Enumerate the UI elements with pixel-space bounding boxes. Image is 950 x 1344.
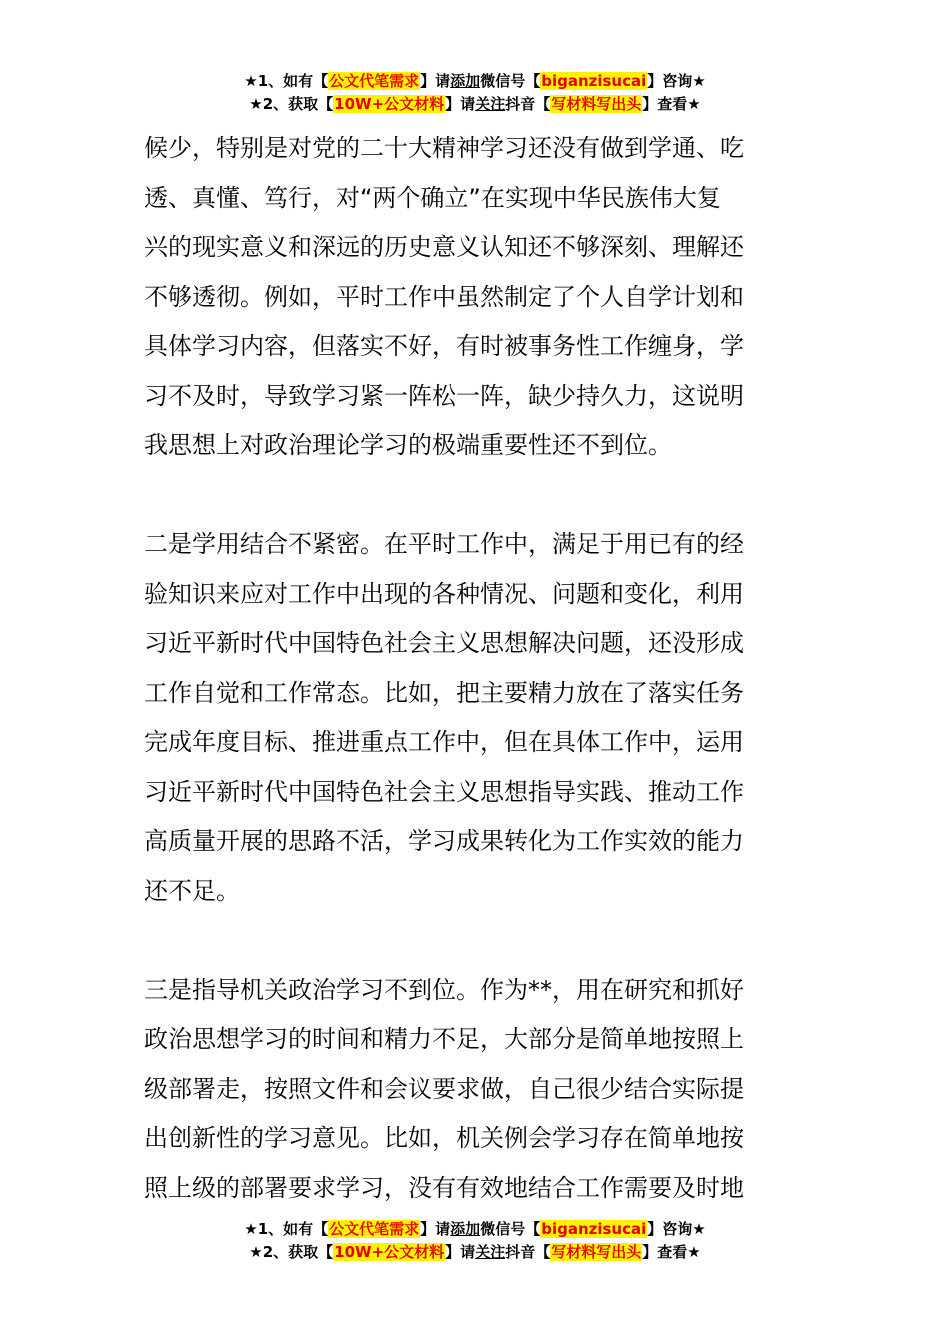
banner-line-2	[0, 93, 950, 116]
highlight-text: 公文代笔需求	[329, 72, 420, 90]
star-icon: ★	[692, 72, 706, 90]
document-body	[144, 124, 808, 1213]
text-line: 候少，特别是对党的二十大精神学习还没有做到学通、吃	[144, 134, 744, 162]
banner-text: 】请	[445, 95, 476, 113]
text-line: 级部署走，按照文件和会议要求做，自己很少结合实际提	[144, 1074, 744, 1103]
banner-text: 】请	[420, 72, 451, 90]
banner-line-2	[0, 1241, 950, 1264]
banner-text: 2、获取【	[262, 1243, 334, 1261]
text-line: 照上级的部署要求学习，没有有效地结合工作需要及时地	[144, 1173, 744, 1202]
underlined-text: 关注	[475, 1243, 506, 1261]
text-line: 出创新性的学习意见。比如，机关例会学习存在简单地按	[144, 1124, 744, 1152]
text-line: 不够透彻。例如，平时工作中虽然制定了个人自学计划和	[144, 282, 744, 311]
underlined-text: 添加	[450, 72, 481, 90]
banner-text: 】请	[420, 1220, 451, 1238]
star-icon: ★	[692, 1220, 706, 1238]
text-line: 工作自觉和工作常态。比如，把主要精力放在了落实任务	[144, 678, 744, 707]
star-icon: ★	[244, 1220, 258, 1238]
banner-text: 1、如有【	[257, 72, 329, 90]
text-line: 还不足。	[144, 876, 240, 905]
star-icon: ★	[687, 1243, 701, 1261]
star-icon: ★	[249, 95, 263, 113]
highlight-text: 10W+公文材料	[334, 95, 445, 113]
underlined-text: 关注	[475, 95, 506, 113]
douyin-account: 写材料写出头	[551, 95, 642, 113]
text-line: 我思想上对政治理论学习的极端重要性还不到位。	[144, 431, 672, 459]
banner-line-1	[0, 1218, 950, 1241]
banner-text: 】查看	[642, 95, 688, 113]
text-line: 习不及时，导致学习紧一阵松一阵，缺少持久力，这说明	[144, 381, 744, 410]
text-line: 习近平新时代中国特色社会主义思想指导实践、推动工作	[144, 777, 744, 806]
underlined-text: 添加	[450, 1220, 481, 1238]
text-line: 透、真懂、笃行，对“两个确立”在实现中华民族伟大复	[144, 183, 721, 212]
banner-text: 抖音【	[505, 95, 551, 113]
text-line: 习近平新时代中国特色社会主义思想解决问题，还没形成	[144, 629, 744, 657]
douyin-account: 写材料写出头	[551, 1243, 642, 1261]
banner-text: 】咨询	[647, 1220, 693, 1238]
banner-text: 2、获取【	[262, 95, 334, 113]
banner-text: 1、如有【	[257, 1220, 329, 1238]
wechat-id: biganzisucai	[541, 1220, 647, 1238]
text-line: 政治思想学习的时间和精力不足，大部分是简单地按照上	[144, 1025, 744, 1053]
text-line: 高质量开展的思路不活，学习成果转化为工作实效的能力	[144, 827, 744, 855]
highlight-text: 公文代笔需求	[329, 1220, 420, 1238]
banner-text: 】咨询	[647, 72, 693, 90]
paragraph	[144, 966, 808, 1214]
header-banner	[0, 70, 950, 116]
text-line: 完成年度目标、推进重点工作中，但在具体工作中，运用	[144, 728, 744, 756]
banner-text: 】查看	[642, 1243, 688, 1261]
footer-banner	[0, 1218, 950, 1264]
banner-text: 微信号【	[480, 72, 541, 90]
star-icon: ★	[249, 1243, 263, 1261]
text-line: 兴的现实意义和深远的历史意义认知还不够深刻、理解还	[144, 233, 744, 261]
paragraph	[144, 520, 808, 916]
text-line: 二是学用结合不紧密。在平时工作中，满足于用已有的经	[144, 530, 744, 558]
banner-text: 】请	[445, 1243, 476, 1261]
banner-text: 抖音【	[505, 1243, 551, 1261]
paragraph	[144, 124, 808, 471]
wechat-id: biganzisucai	[541, 72, 647, 90]
text-line: 具体学习内容，但落实不好，有时被事务性工作缠身，学	[144, 332, 744, 360]
banner-text: 微信号【	[480, 1220, 541, 1238]
text-line: 三是指导机关政治学习不到位。作为**，用在研究和抓好	[144, 975, 744, 1004]
banner-line-1	[0, 70, 950, 93]
highlight-text: 10W+公文材料	[334, 1243, 445, 1261]
star-icon: ★	[687, 95, 701, 113]
star-icon: ★	[244, 72, 258, 90]
text-line: 验知识来应对工作中出现的各种情况、问题和变化，利用	[144, 579, 744, 608]
